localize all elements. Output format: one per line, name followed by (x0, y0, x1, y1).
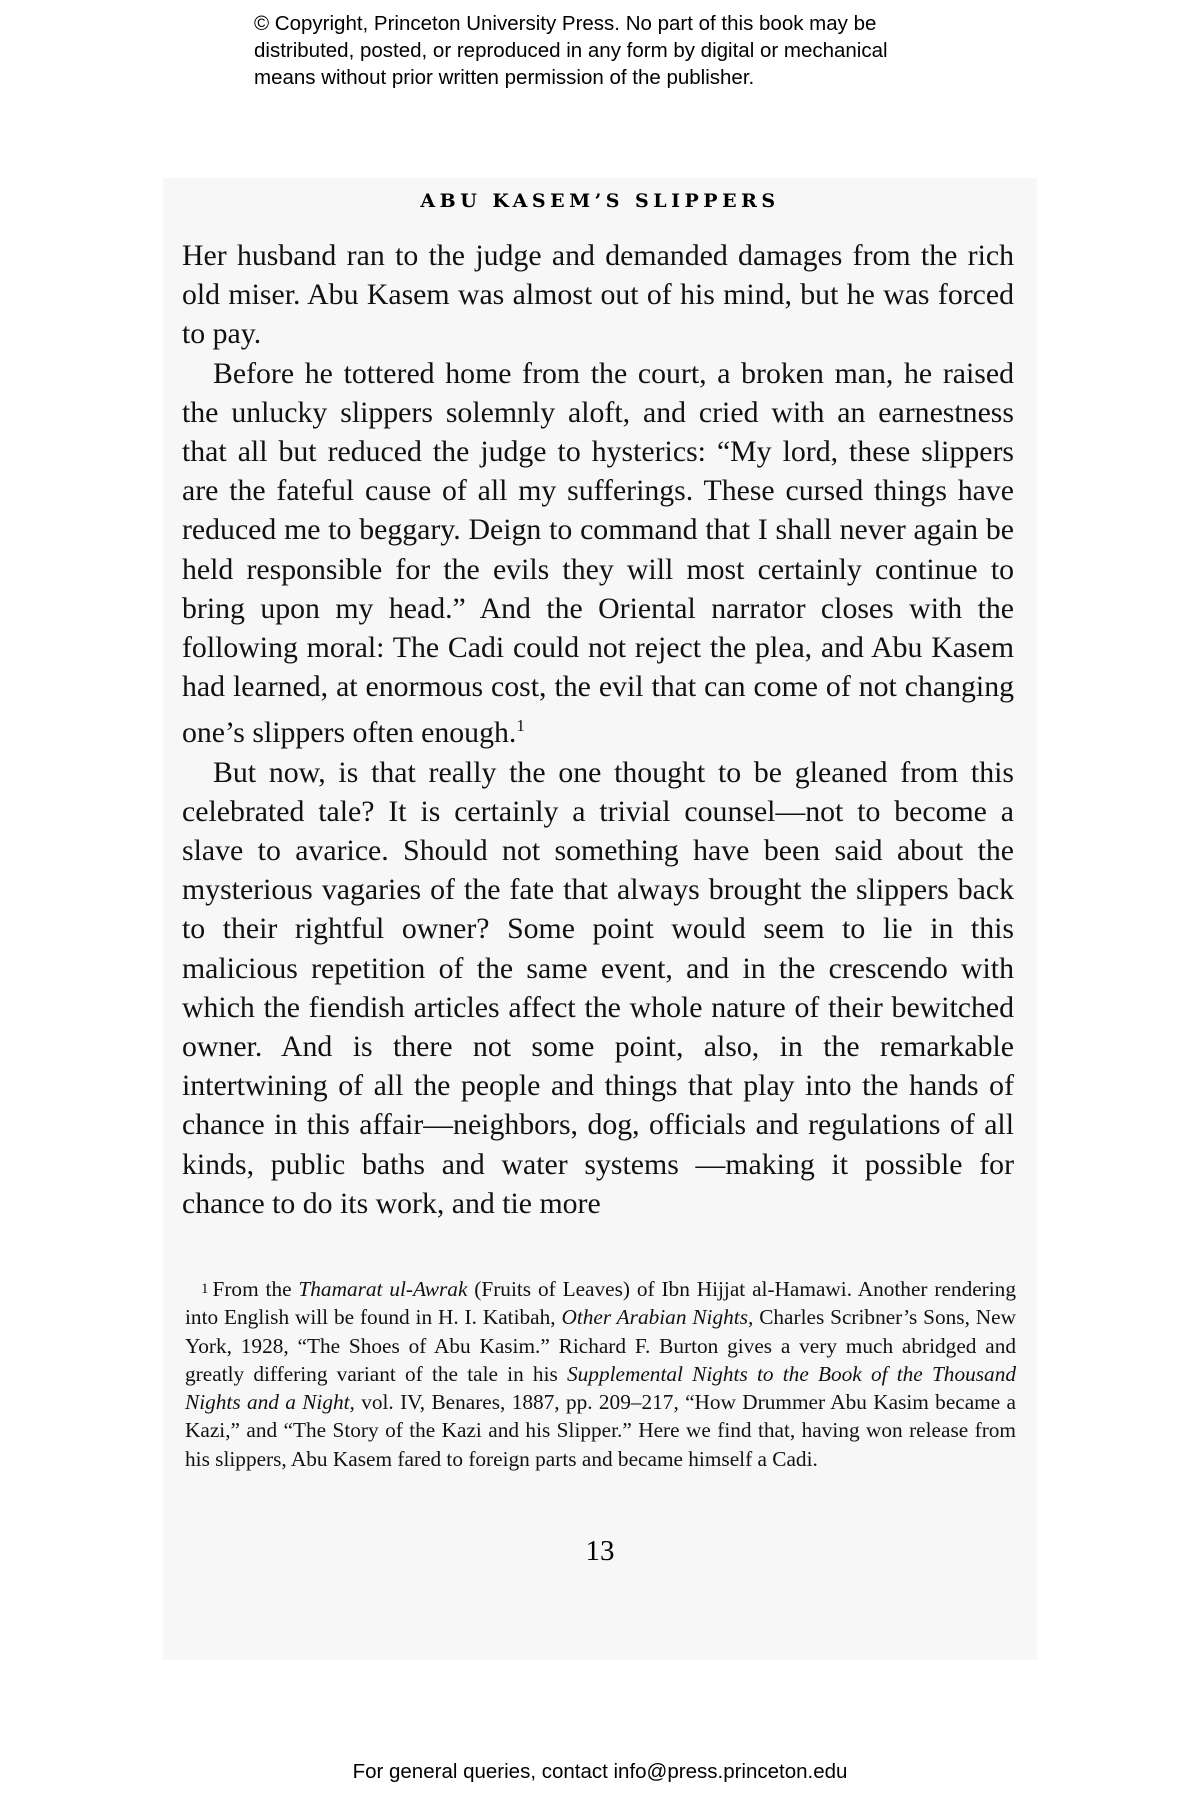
paragraph-3: But now, is that really the one thought to be gleaned from this celebrated tale? It is certainly a trivial counsel—not to become a slave to avarice. Should not something have been said about the mysterious vagaries of the fate that always brought the slippers back to their rightful owner? Some point would seem to lie in this malicious repetition of the same event, and in the crescendo with which the fiendish articles affect the whole nature of their bewitched owner. And is there not some point, also, in the remarkable intertwining of all the people and things that play into the hands of chance in this affair—neighbors, dog, officials and regulations of all kinds, public baths and water systems —making it possible for chance to do its work, and tie more (182, 755, 1014, 1220)
paragraph-2-text: Before he tottered home from the court, a broken man, he raised the unlucky slippers solemnly aloft, and cried with an earnestness that all but reduced the judge to hysterics: “My lord, these slippers are the fateful cause of all my sufferings. These cursed things have reduced me to beggary. Deign to command that I shall never again be held responsible for the evils they will most certainly continue to bring upon my head.” And the Oriental narrator closes with the following moral: The Cadi could not reject the plea, and Abu Kasem had learned, at enormous cost, the evil that can come of not changing one’s slippers often enough. (182, 356, 1014, 750)
footnote-seg-7: vol. IV, Benares, 1887, pp. 209–217, “How Drummer Abu Kasim became a Kazi,” and “The Story of the Kazi and his Slipper.” Here we find that, having won release from his slippers, Abu Kasem fared to foreign parts and became himself a Cadi. (185, 1390, 1016, 1471)
main-text (182, 236, 1014, 1223)
footnote-title-3: Supplemental Nights to the Book of the Thousand Nights and a Night, (185, 1361, 1016, 1415)
footnote-seg-1: From the (212, 1277, 299, 1301)
footnote-1 (185, 1275, 1016, 1473)
paragraph-2 (182, 354, 1014, 753)
contact-footer: For general queries, contact info@press.princeton.edu (352, 1760, 848, 1783)
page-number: 13 (585, 1535, 615, 1567)
footnote-title-1: Thamarat ul-Awrak (298, 1277, 468, 1301)
footnote-seg-5: Charles Scribner’s Sons, New York, 1928, “The Shoes of Abu Kasim.” Richard F. Burton gives a very much abridged and greatly differing variant of the tale in his (185, 1305, 1016, 1386)
footnote (185, 1275, 1016, 1473)
copyright-line-1: © Copyright, Princeton University Press. No part of this book may be (254, 12, 877, 35)
running-head: ABU KASEM’S SLIPPERS (420, 190, 780, 212)
paragraph-1: Her husband ran to the judge and demanded damages from the rich old miser. Abu Kasem was almost out of his mind, but he was forced to pay. (182, 239, 1014, 351)
footnote-mark: 1 (201, 1281, 209, 1297)
footnote-seg-3: (Fruits of Leaves) of Ibn Hijjat al-Hamawi. Another rendering into English will be found in H. I. Katibah, (185, 1277, 1016, 1330)
copyright-line-2: distributed, posted, or reproduced in any form by digital or mechanical (254, 39, 888, 62)
copyright-line-3: means without prior written permission of the publisher. (254, 66, 755, 89)
copyright-notice (254, 10, 1014, 91)
footnote-reference[interactable]: 1 (516, 716, 525, 736)
footnote-title-2: Other Arabian Nights, (561, 1305, 754, 1330)
